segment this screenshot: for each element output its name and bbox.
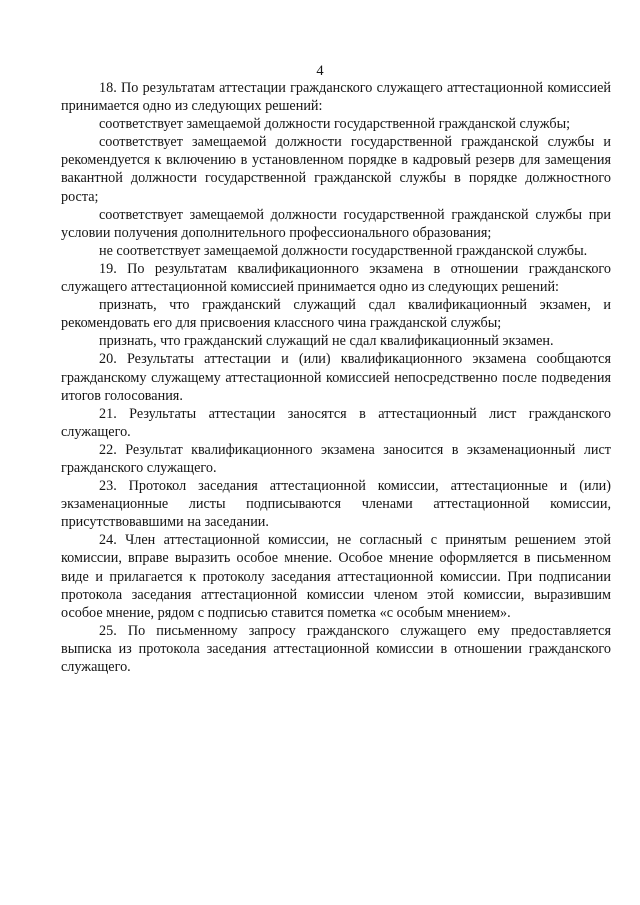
list-item-decision: соответствует замещаемой должности государственной гражданской службы;: [99, 116, 571, 133]
list-item-decision: соответствует замещаемой должности государственной гражданской службы и рекомендуется к включению в установленном порядке в кадровый резерв для замещения вакантной должности государственной гражданской службы в порядке должностного роста;: [61, 134, 611, 205]
list-item-decision: признать, что гражданский служащий сдал квалификационный экзамен, и рекомендовать его для присвоения классного чина гражданской службы;: [61, 297, 611, 332]
paragraph-19: 19. По результатам квалификационного экзамена в отношении гражданского служащего аттестационной комиссией принимается одно из следующих решений:: [61, 260, 611, 296]
paragraph-25: 25. По письменному запросу гражданского служащего ему предоставляется выписка из протокола заседания аттестационной комиссии в отношении гражданского служащего.: [61, 622, 611, 675]
list-item-decision: признать, что гражданский служащий не сдал квалификационный экзамен.: [99, 333, 554, 350]
paragraph-24: 24. Член аттестационной комиссии, не согласный с принятым решением этой комиссии, вправе выразить особое мнение. Особое мнение оформляется в письменном виде и прилагается к протоколу заседания аттестационной комиссии. При подписании протокола заседания аттестационной комиссии членом этой комиссии, выразившим особое мнение, рядом с подписью ставится пометка «с особым мнением».: [61, 532, 611, 621]
paragraph-22: 22. Результат квалификационного экзамена заносится в экзаменационный лист гражданского служащего.: [61, 441, 611, 476]
list-item-decision: не соответствует замещаемой должности государственной гражданской службы.: [99, 242, 588, 259]
paragraph-20: 20. Результаты аттестации и (или) квалификационного экзамена сообщаются гражданскому служащему аттестационной комиссией непосредственно после подведения итогов голосования.: [61, 351, 611, 404]
paragraph-18: 18. По результатам аттестации гражданского служащего аттестационной комиссией принимается одно из следующих решений:: [61, 80, 611, 115]
paragraph-21: 21. Результаты аттестации заносятся в аттестационный лист гражданского служащего.: [61, 405, 611, 440]
paragraph-23: 23. Протокол заседания аттестационной комиссии, аттестационные и (или) экзаменационные листы подписываются членами аттестационной комиссии, присутствовавшими на заседании.: [61, 478, 611, 531]
document-body: [61, 79, 611, 676]
list-item-decision: соответствует замещаемой должности государственной гражданской службы при условии получения дополнительного профессионального образования;: [61, 206, 611, 241]
page-number: 4: [316, 63, 324, 79]
